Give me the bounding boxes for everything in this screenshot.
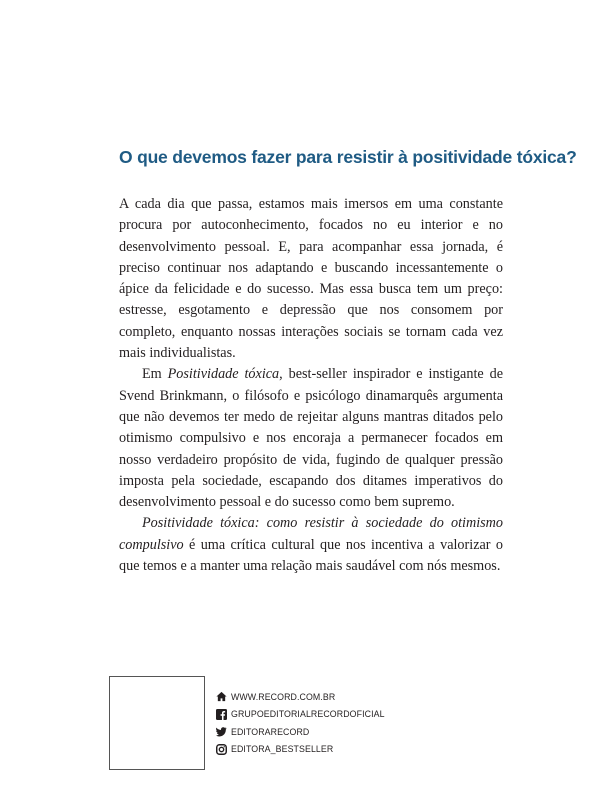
book-title-italic: Positividade tóxica	[167, 366, 280, 383]
website-link[interactable]	[216, 688, 385, 706]
website-text: WWW.RECORD.COM.BR	[231, 691, 336, 702]
home-icon	[216, 691, 227, 702]
page-title: O que devemos fazer para resistir à positividade tóxica?	[119, 147, 577, 167]
paragraph-3	[119, 513, 503, 577]
barcode-placeholder-box	[109, 676, 205, 770]
paragraph-2-text: , best-seller inspirador e instigante de Svend Brinkmann, o filósofo e psicólogo dinamarquês argumenta que não devemos ter medo de rejeitar alguns mantras ditados pelo otimismo compulsivo e nos encoraja a permanecer focados em nosso verdadeiro propósito de vida, fugindo de qualquer pressão imposta pela sociedade, escapando dos ditames imperativos do desenvolvimento pessoal e do sucesso como bem supremo.	[119, 366, 504, 511]
full-book-title-italic: Positividade tóxica: como resistir à sociedade do otimismo compulsivo	[119, 515, 503, 553]
synopsis-body	[119, 194, 503, 577]
facebook-icon	[216, 709, 227, 720]
instagram-icon	[216, 744, 227, 755]
paragraph-2-lead: Em	[142, 366, 168, 383]
facebook-link[interactable]	[216, 706, 385, 724]
twitter-icon	[216, 726, 227, 737]
publisher-links	[216, 688, 385, 758]
facebook-text: GRUPOEDITORIALRECORDOFICIAL	[231, 709, 385, 720]
twitter-link[interactable]	[216, 723, 385, 741]
instagram-link[interactable]	[216, 741, 385, 759]
paragraph-3-text: é uma crítica cultural que nos incentiva a valorizar o que temos e a manter uma relação mais saudável com nós mesmos.	[119, 536, 503, 575]
instagram-text: EDITORA_BESTSELLER	[231, 744, 334, 755]
paragraph-1: A cada dia que passa, estamos mais imersos em uma constante procura por autoconhecimento, focados no eu interior e no desenvolvimento pessoal. E, para acompanhar essa jornada, é preciso continuar nos adaptando e buscando incessantemente o ápice da felicidade e do sucesso. Mas essa busca tem um preço: estresse, esgotamento e depressão que nos consomem por completo, enquanto nossas interações sociais se tornam cada vez mais individualistas.	[119, 196, 503, 362]
paragraph-2	[119, 364, 503, 513]
twitter-text: EDITORARECORD	[231, 726, 310, 737]
